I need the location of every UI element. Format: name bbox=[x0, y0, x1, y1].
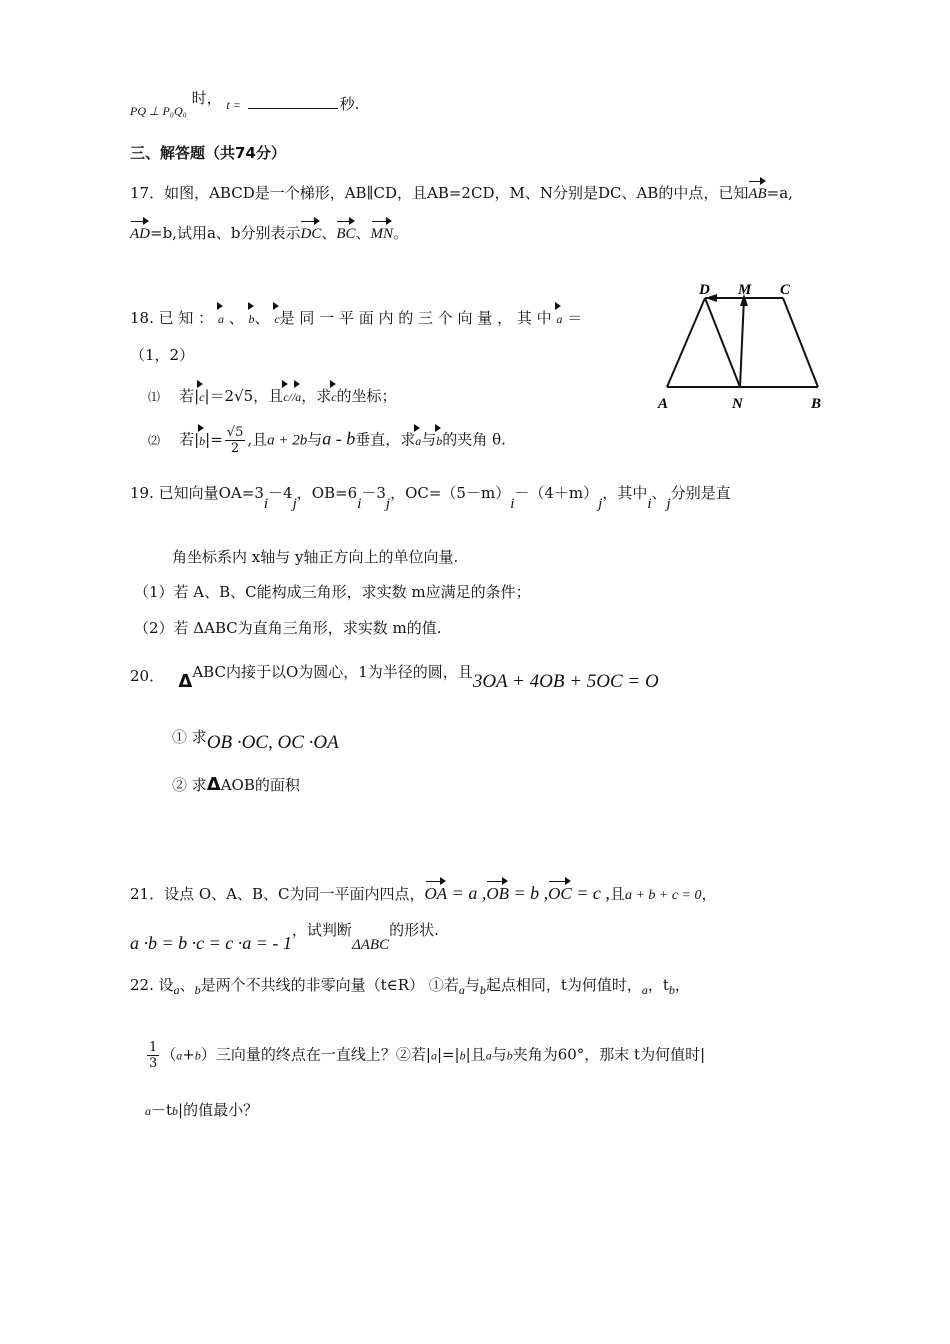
sep: 、 bbox=[355, 224, 371, 242]
vector-a: a bbox=[295, 383, 301, 407]
vector-b: b bbox=[199, 427, 205, 451]
vector-ad: AD bbox=[130, 220, 150, 244]
expression-a-plus-2b: a + 2b bbox=[267, 432, 308, 449]
question-19-part2: （2）若 ΔABC为直角三角形，求实数 m的值. bbox=[134, 619, 442, 637]
q19-text: －（4＋m） bbox=[514, 484, 599, 502]
vector-c: c bbox=[199, 383, 204, 407]
vector-a: a bbox=[485, 1048, 492, 1063]
q20-text: ABC内接于以O为圆心，1为半径的圆，且 bbox=[192, 663, 473, 681]
q22-text: |的值最小？ bbox=[178, 1101, 259, 1119]
sep: 、 bbox=[321, 224, 337, 242]
shi-text: 时， bbox=[191, 89, 222, 107]
vector-b: b bbox=[506, 1048, 513, 1063]
label-d: D bbox=[699, 282, 710, 298]
q22-text: 是两个不共线的非零向量（t∈R） ①若 bbox=[200, 976, 459, 994]
label-b: B bbox=[811, 396, 822, 412]
q18-p1-text-e: 的坐标； bbox=[336, 387, 397, 405]
question-21-line2 bbox=[130, 920, 439, 955]
q18-p1-text: 若| bbox=[179, 387, 200, 405]
question-18-part2 bbox=[148, 425, 506, 456]
unit-i: i bbox=[357, 496, 362, 512]
numerator: √5 bbox=[226, 425, 244, 440]
q18-p1-text-d: ，求 bbox=[301, 387, 332, 405]
sec-text: 秒. bbox=[339, 95, 360, 113]
q17-end: 。 bbox=[393, 224, 409, 242]
q22-text: ， bbox=[674, 976, 690, 994]
q20-p1-text: ① 求 bbox=[172, 728, 207, 746]
sep: 、 bbox=[223, 309, 244, 327]
part-number: ⑴ bbox=[148, 390, 161, 404]
question-22-line1 bbox=[130, 975, 690, 1000]
q20-number: 20． bbox=[130, 667, 165, 685]
question-20-line1 bbox=[130, 662, 659, 692]
q19-text: 分别是直 bbox=[670, 484, 731, 502]
vector-c: c bbox=[331, 383, 336, 407]
triangle-symbol: Δ bbox=[178, 671, 193, 692]
question-20-part2 bbox=[172, 775, 300, 795]
q22-text: 22. 设 bbox=[130, 976, 174, 994]
vector-b: b bbox=[194, 1048, 201, 1063]
vector-b: b bbox=[249, 305, 255, 329]
t-label: t = bbox=[226, 98, 241, 112]
unit-i: i bbox=[647, 496, 652, 512]
label-n: N bbox=[732, 396, 743, 412]
question-22-line2 bbox=[145, 1040, 705, 1071]
triangle-abc: ΔABC bbox=[351, 937, 390, 953]
fraction-one-third bbox=[147, 1040, 159, 1071]
q19-text: －3 bbox=[361, 484, 386, 502]
vector-oa: OA bbox=[425, 880, 448, 904]
q17-text: 17．如图，ABCD是一个梯形，AB∥CD，且AB=2CD，M、N分别是DC、AB的中点，已知 bbox=[130, 184, 749, 202]
vector-c: c bbox=[274, 305, 279, 329]
q18-p2-text-b: |= bbox=[205, 430, 223, 449]
sep: 、 bbox=[179, 976, 195, 994]
q18-p2-text-f: 与 bbox=[421, 430, 437, 449]
expression-a-minus-b: a - b bbox=[322, 428, 356, 449]
fill-blank-line bbox=[130, 88, 359, 121]
segment-dn bbox=[705, 298, 740, 387]
vector-b: b bbox=[436, 427, 442, 451]
question-18-line2: （1，2） bbox=[130, 346, 195, 364]
q21-text-d: ，试判断 bbox=[291, 921, 352, 939]
vector-ab: AB bbox=[748, 180, 766, 204]
vector-a: a bbox=[458, 983, 465, 997]
vector-ob: OB bbox=[486, 880, 509, 904]
sep: 、 bbox=[254, 309, 270, 327]
q19-text: －4 bbox=[268, 484, 293, 502]
q22-text: 与 bbox=[464, 976, 480, 994]
q21-text-e: 的形状. bbox=[389, 921, 439, 939]
vector-a: a bbox=[641, 983, 648, 997]
unit-j: j bbox=[598, 496, 603, 512]
unit-i: i bbox=[263, 496, 269, 512]
q22-text: 与 bbox=[491, 1045, 507, 1064]
trapezoid-figure bbox=[655, 280, 835, 415]
q22-text: |且 bbox=[465, 1045, 486, 1064]
vector-mn: MN bbox=[371, 220, 394, 244]
q22-text: 夹角为60°，那末 t为何值时| bbox=[512, 1045, 706, 1064]
unit-j: j bbox=[292, 496, 297, 512]
vector-a: a bbox=[176, 1048, 183, 1063]
section-heading: 三、解答题（共74分） bbox=[130, 144, 286, 162]
question-18-line1 bbox=[130, 305, 582, 329]
vector-a: a bbox=[415, 427, 421, 451]
segment-nm bbox=[740, 298, 744, 387]
vector-a: a bbox=[556, 305, 562, 329]
part-number: ⑵ bbox=[148, 433, 161, 448]
q22-text: ）三向量的终点在一直线上？②若| bbox=[200, 1045, 431, 1064]
vector-b: b bbox=[194, 983, 201, 997]
q21-text: 21．设点 O、A、B、C为同一平面内四点， bbox=[130, 885, 425, 903]
vector-b: b bbox=[479, 983, 486, 997]
question-19-line1 bbox=[130, 483, 731, 514]
question-18-part1 bbox=[148, 383, 397, 407]
q22-text: －t bbox=[151, 1101, 173, 1119]
vector-a: a bbox=[173, 983, 180, 997]
vector-bc: BC bbox=[336, 220, 355, 244]
dot-equation: a ·b = b ·c = c ·a = - 1 bbox=[130, 933, 292, 953]
vector-b: b bbox=[172, 1104, 179, 1118]
question-21-line1 bbox=[130, 880, 717, 906]
q19-text: ，OC=（5－m） bbox=[390, 484, 511, 502]
vector-b: b bbox=[459, 1048, 466, 1063]
label-m: M bbox=[738, 282, 752, 298]
q20-p2-text: ② 求 bbox=[172, 776, 207, 794]
q18-text: 18. 已 知 ： bbox=[130, 309, 214, 327]
q17-text-c: =b,试用a、b分别表示 bbox=[150, 224, 301, 242]
q18-p2-text-e: 垂直，求 bbox=[355, 430, 416, 449]
q22-text: ，t bbox=[647, 976, 669, 994]
q22-text: 起点相同，t为何值时， bbox=[485, 976, 642, 994]
q21-text-c: ， bbox=[701, 885, 717, 903]
vector-dc: DC bbox=[300, 220, 321, 244]
answer-blank bbox=[248, 94, 338, 109]
vector-a: a bbox=[430, 1048, 437, 1063]
q18-p2-text-g: 的夹角 θ. bbox=[442, 430, 506, 449]
denominator: 2 bbox=[230, 441, 240, 456]
question-20-part1 bbox=[172, 727, 339, 753]
q18-p2-text-c: ,且 bbox=[247, 430, 268, 449]
q18-p2-text: 若| bbox=[179, 430, 200, 449]
denominator: 3 bbox=[149, 1056, 158, 1071]
q21-text-b: 且 bbox=[609, 885, 625, 903]
unit-j: j bbox=[385, 496, 391, 512]
q19-text: 、 bbox=[651, 484, 667, 502]
vector-b: b bbox=[668, 983, 675, 997]
eq-a: = a , bbox=[447, 883, 487, 903]
question-17-line2 bbox=[130, 220, 408, 244]
unit-j: j bbox=[666, 496, 671, 512]
q18-p1-text-b: |＝2√5，且 bbox=[204, 387, 284, 405]
q19-text: ，OB=6 bbox=[296, 484, 358, 502]
triangle-symbol: Δ bbox=[206, 774, 221, 795]
side-bc bbox=[783, 298, 818, 387]
perp-condition: PQ ⊥ P₀Q₀ bbox=[130, 104, 187, 118]
q18-p2-text-d: 与 bbox=[307, 430, 323, 449]
eq-b: = b , bbox=[509, 883, 549, 903]
label-c: C bbox=[780, 282, 791, 298]
sum-equation: a + b + c = 0 bbox=[624, 888, 702, 903]
parallel-symbol: // bbox=[288, 390, 296, 404]
question-22-line3 bbox=[145, 1100, 258, 1121]
eq-c: = c , bbox=[571, 883, 610, 903]
vector-oc: OC bbox=[548, 880, 572, 904]
q20-p2-text-b: AOB的面积 bbox=[220, 776, 300, 794]
question-17-line1 bbox=[130, 180, 793, 204]
label-a: A bbox=[658, 396, 669, 412]
fraction-sqrt5-over-2 bbox=[225, 425, 246, 456]
side-ad bbox=[667, 298, 705, 387]
question-19-part1: （1）若 A、B、C能构成三角形，求实数 m应满足的条件； bbox=[134, 583, 531, 601]
q18-text-b: 是 同 一 平 面 内 的 三 个 向 量 ， 其 中 bbox=[279, 309, 552, 327]
vector-a: a bbox=[145, 1104, 151, 1118]
q19-text: ，其中 bbox=[602, 484, 648, 502]
q22-text: （ bbox=[161, 1045, 177, 1064]
unit-i: i bbox=[510, 496, 515, 512]
dot-products: OB ·OC, OC ·OA bbox=[206, 732, 339, 753]
numerator: 1 bbox=[149, 1040, 158, 1055]
vector-c: c bbox=[283, 383, 288, 407]
vector-equation: 3OA + 4OB + 5OC = O bbox=[472, 671, 659, 692]
q17-text-b: =a, bbox=[766, 184, 793, 202]
q22-text: + bbox=[182, 1045, 195, 1064]
q22-text: |=| bbox=[436, 1045, 460, 1064]
q18-eq: ＝ bbox=[562, 309, 583, 327]
question-19-line2: 角坐标系内 x轴与 y轴正方向上的单位向量. bbox=[172, 548, 459, 566]
q19-text: 19. 已知向量OA=3 bbox=[130, 484, 264, 502]
vector-a: a bbox=[218, 305, 224, 329]
